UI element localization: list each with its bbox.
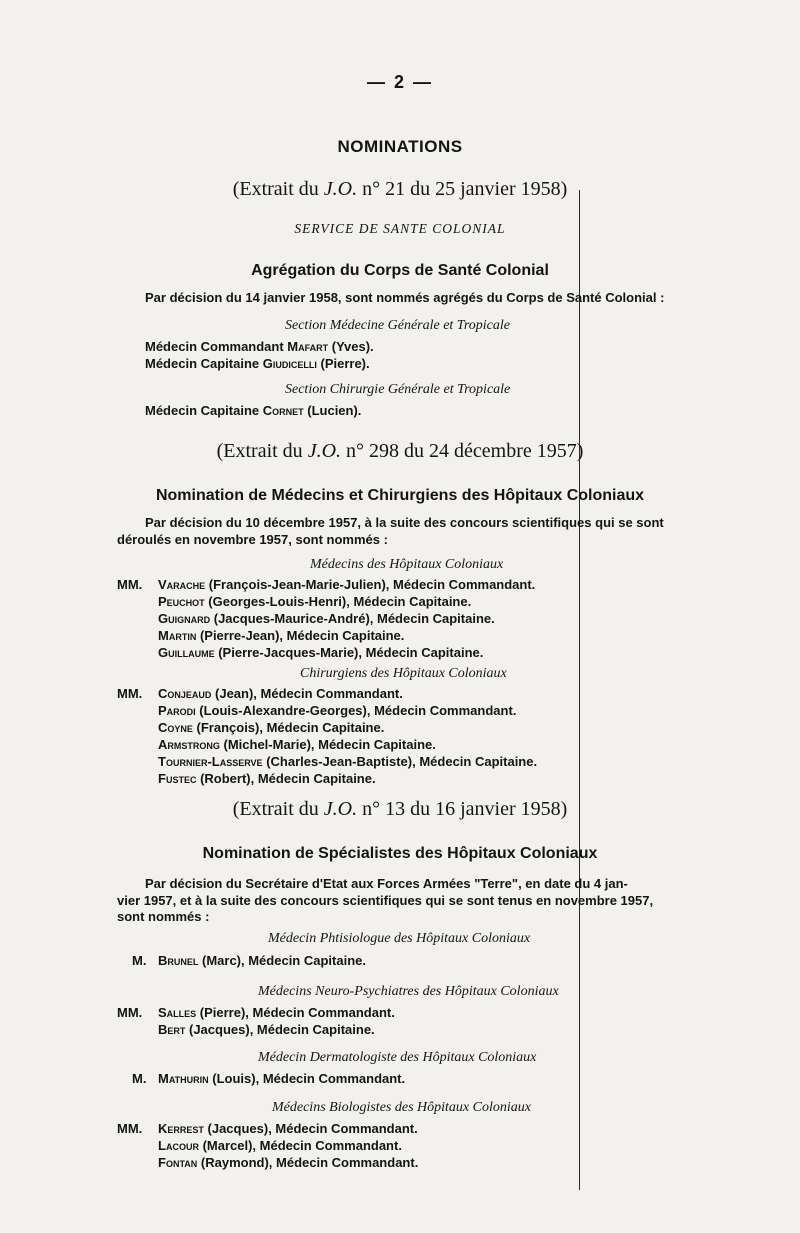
subsection-chirurgie: Section Chirurgie Générale et Tropicale bbox=[285, 382, 511, 397]
extrait-heading-3 bbox=[0, 798, 800, 821]
extrait-2-post: n° 298 du 24 décembre 1957) bbox=[341, 440, 584, 462]
section-title-hopitaux: Nomination de Médecins et Chirurgiens des Hôpitaux Coloniaux bbox=[155, 487, 645, 504]
list-item bbox=[145, 339, 374, 354]
line-pre: Médecin Commandant bbox=[145, 339, 288, 354]
line-post: (Lucien). bbox=[303, 403, 362, 418]
person-name: Mafart bbox=[287, 339, 329, 354]
line-post: (Raymond), Médecin Commandant. bbox=[197, 1155, 419, 1170]
line-post: (Jacques-Maurice-André), Médecin Capitaine. bbox=[210, 611, 495, 626]
person-name: Conjeaud bbox=[158, 686, 212, 701]
table-row bbox=[158, 754, 537, 769]
subsection-dermatologiste: Médecin Dermatologiste des Hôpitaux Coloniaux bbox=[258, 1050, 537, 1065]
extrait-heading-1 bbox=[0, 178, 800, 201]
line-post: (Robert), Médecin Capitaine. bbox=[196, 771, 376, 786]
page-title: NOMINATIONS bbox=[337, 137, 463, 156]
line-post: (Pierre), Médecin Commandant. bbox=[196, 1005, 395, 1020]
page-number: — 2 — bbox=[366, 72, 433, 92]
agregation-intro: Par décision du 14 janvier 1958, sont nommés agrégés du Corps de Santé Colonial : bbox=[145, 290, 665, 305]
list-item bbox=[145, 403, 361, 418]
specialistes-intro-2: vier 1957, et à la suite des concours scientifiques qui se sont tenus en novembre 1957, bbox=[117, 893, 654, 908]
table-row bbox=[158, 1121, 418, 1136]
list-prefix: MM. bbox=[117, 686, 143, 701]
list-prefix: MM. bbox=[117, 1121, 143, 1136]
extrait-2-jo: J.O. bbox=[307, 440, 342, 462]
list-prefix: M. bbox=[132, 953, 147, 968]
table-row bbox=[158, 645, 483, 660]
binding-rule bbox=[579, 190, 580, 1190]
hopitaux-intro-1: Par décision du 10 décembre 1957, à la suite des concours scientifiques qui se sont bbox=[145, 515, 664, 530]
line-post: (Marc), Médecin Capitaine. bbox=[198, 953, 366, 968]
extrait-heading-2 bbox=[0, 440, 800, 463]
line-post: (Jacques), Médecin Capitaine. bbox=[185, 1022, 375, 1037]
table-row bbox=[158, 1155, 418, 1170]
line-post: (Jean), Médecin Commandant. bbox=[211, 686, 403, 701]
subsection-phtisiologue: Médecin Phtisiologue des Hôpitaux Coloniaux bbox=[268, 931, 531, 946]
table-row bbox=[158, 611, 495, 626]
section-title-agregation: Agrégation du Corps de Santé Colonial bbox=[251, 262, 549, 279]
table-row bbox=[158, 771, 376, 786]
table-row bbox=[158, 1071, 405, 1086]
subsection-chirurgiens: Chirurgiens des Hôpitaux Coloniaux bbox=[300, 666, 507, 681]
specialistes-intro-1: Par décision du Secrétaire d'Etat aux Forces Armées "Terre", en date du 4 jan- bbox=[145, 876, 628, 891]
list-prefix: MM. bbox=[117, 577, 143, 592]
line-post: (Marcel), Médecin Commandant. bbox=[198, 1138, 402, 1153]
extrait-3-jo: J.O. bbox=[323, 798, 358, 820]
person-name: Peuchot bbox=[158, 594, 205, 609]
table-row bbox=[158, 720, 384, 735]
line-post: (Michel-Marie), Médecin Capitaine. bbox=[219, 737, 436, 752]
table-row bbox=[158, 953, 366, 968]
table-row bbox=[158, 703, 516, 718]
person-name: Fontan bbox=[158, 1155, 198, 1170]
line-pre: Médecin Capitaine bbox=[145, 403, 263, 418]
person-name: Tournier-Lasserve bbox=[158, 754, 263, 769]
table-row bbox=[158, 594, 471, 609]
extrait-3-post: n° 13 du 16 janvier 1958) bbox=[357, 798, 568, 820]
line-post: (Jacques), Médecin Commandant. bbox=[203, 1121, 418, 1136]
line-post: (Louis), Médecin Commandant. bbox=[208, 1071, 406, 1086]
line-post: (Pierre-Jean), Médecin Capitaine. bbox=[196, 628, 405, 643]
person-name: Armstrong bbox=[158, 737, 220, 752]
subsection-biologistes: Médecins Biologistes des Hôpitaux Coloniaux bbox=[272, 1100, 531, 1115]
person-name: Martin bbox=[158, 628, 197, 643]
subsection-neuro: Médecins Neuro-Psychiatres des Hôpitaux Coloniaux bbox=[258, 984, 559, 999]
line-post: (Pierre). bbox=[316, 356, 370, 371]
person-name: Salles bbox=[158, 1005, 197, 1020]
line-post: (Charles-Jean-Baptiste), Médecin Capitaine. bbox=[262, 754, 538, 769]
person-name: Varache bbox=[158, 577, 206, 592]
service-heading: SERVICE DE SANTE COLONIAL bbox=[294, 221, 506, 236]
line-pre: Médecin Capitaine bbox=[145, 356, 263, 371]
list-prefix: MM. bbox=[117, 1005, 143, 1020]
extrait-1-pre: (Extrait du bbox=[232, 178, 324, 200]
line-post: (François), Médecin Capitaine. bbox=[192, 720, 385, 735]
person-name: Coyne bbox=[158, 720, 193, 735]
person-name: Guignard bbox=[158, 611, 211, 626]
table-row bbox=[158, 686, 403, 701]
person-name: Cornet bbox=[262, 403, 304, 418]
extrait-1-post: n° 21 du 25 janvier 1958) bbox=[357, 178, 568, 200]
list-item bbox=[145, 356, 370, 371]
subsection-medecins: Médecins des Hôpitaux Coloniaux bbox=[310, 557, 504, 572]
line-post: (Louis-Alexandre-Georges), Médecin Commandant. bbox=[195, 703, 517, 718]
specialistes-intro-3: sont nommés : bbox=[117, 909, 210, 924]
table-row bbox=[158, 628, 404, 643]
person-name: Brunel bbox=[158, 953, 199, 968]
section-title-specialistes: Nomination de Spécialistes des Hôpitaux Coloniaux bbox=[202, 845, 598, 862]
line-post: (François-Jean-Marie-Julien), Médecin Commandant. bbox=[205, 577, 536, 592]
table-row bbox=[158, 1022, 375, 1037]
extrait-2-pre: (Extrait du bbox=[216, 440, 308, 462]
person-name: Mathurin bbox=[158, 1071, 209, 1086]
person-name: Fustec bbox=[158, 771, 197, 786]
person-name: Bert bbox=[158, 1022, 186, 1037]
line-post: (Georges-Louis-Henri), Médecin Capitaine. bbox=[204, 594, 472, 609]
person-name: Parodi bbox=[158, 703, 196, 718]
table-row bbox=[158, 577, 535, 592]
subsection-medecine: Section Médecine Générale et Tropicale bbox=[285, 318, 510, 333]
person-name: Kerrest bbox=[158, 1121, 204, 1136]
extrait-3-pre: (Extrait du bbox=[232, 798, 324, 820]
person-name: Lacour bbox=[158, 1138, 199, 1153]
table-row bbox=[158, 1138, 402, 1153]
hopitaux-intro-2: déroulés en novembre 1957, sont nommés : bbox=[117, 532, 388, 547]
list-prefix: M. bbox=[132, 1071, 147, 1086]
person-name: Guillaume bbox=[158, 645, 215, 660]
table-row bbox=[158, 1005, 395, 1020]
person-name: Giudicelli bbox=[262, 356, 317, 371]
table-row bbox=[158, 737, 436, 752]
extrait-1-jo: J.O. bbox=[323, 178, 358, 200]
line-post: (Pierre-Jacques-Marie), Médecin Capitaine. bbox=[214, 645, 484, 660]
line-post: (Yves). bbox=[328, 339, 374, 354]
